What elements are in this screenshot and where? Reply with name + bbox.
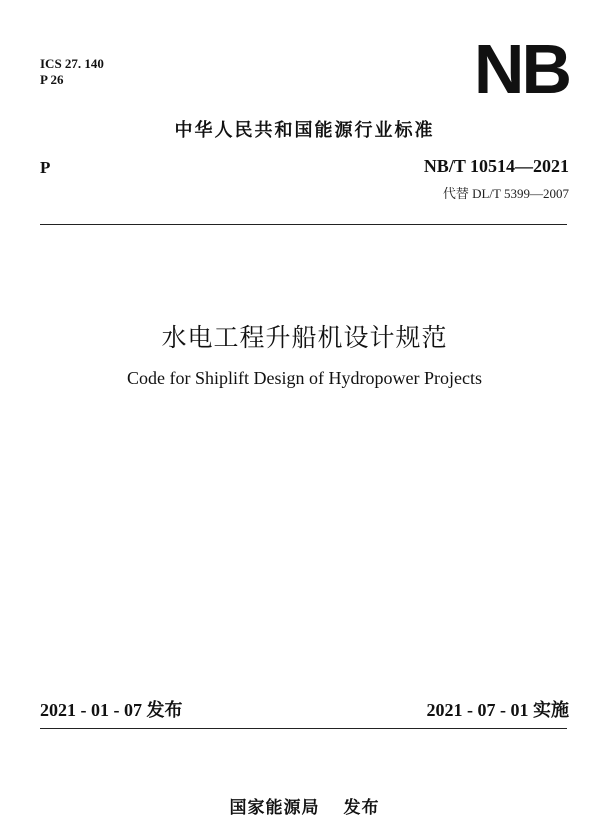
nb-logo: NB (473, 30, 569, 108)
publisher-action: 发布 (343, 798, 380, 818)
top-divider (40, 224, 567, 225)
classification-code: P 26 (40, 72, 64, 87)
class-letter: P (40, 158, 51, 177)
publisher-name: 国家能源局 (229, 798, 320, 818)
standard-category: 中华人民共和国能源行业标准 (174, 120, 435, 141)
ics-code: ICS 27. 140 (40, 56, 104, 71)
standard-number: NB/T 10514—2021 (423, 156, 569, 176)
bottom-divider (40, 728, 567, 729)
issue-date: 2021 - 01 - 07 发布 (40, 700, 183, 720)
replaces-standard: 代替 DL/T 5399—2007 (442, 186, 569, 201)
implementation-date: 2021 - 07 - 01 实施 (426, 700, 569, 720)
publisher-line (0, 793, 609, 818)
ics-code-block (40, 56, 104, 88)
title-chinese: 水电工程升船机设计规范 (161, 323, 448, 352)
title-english: Code for Shiplift Design of Hydropower Projects (127, 368, 482, 388)
